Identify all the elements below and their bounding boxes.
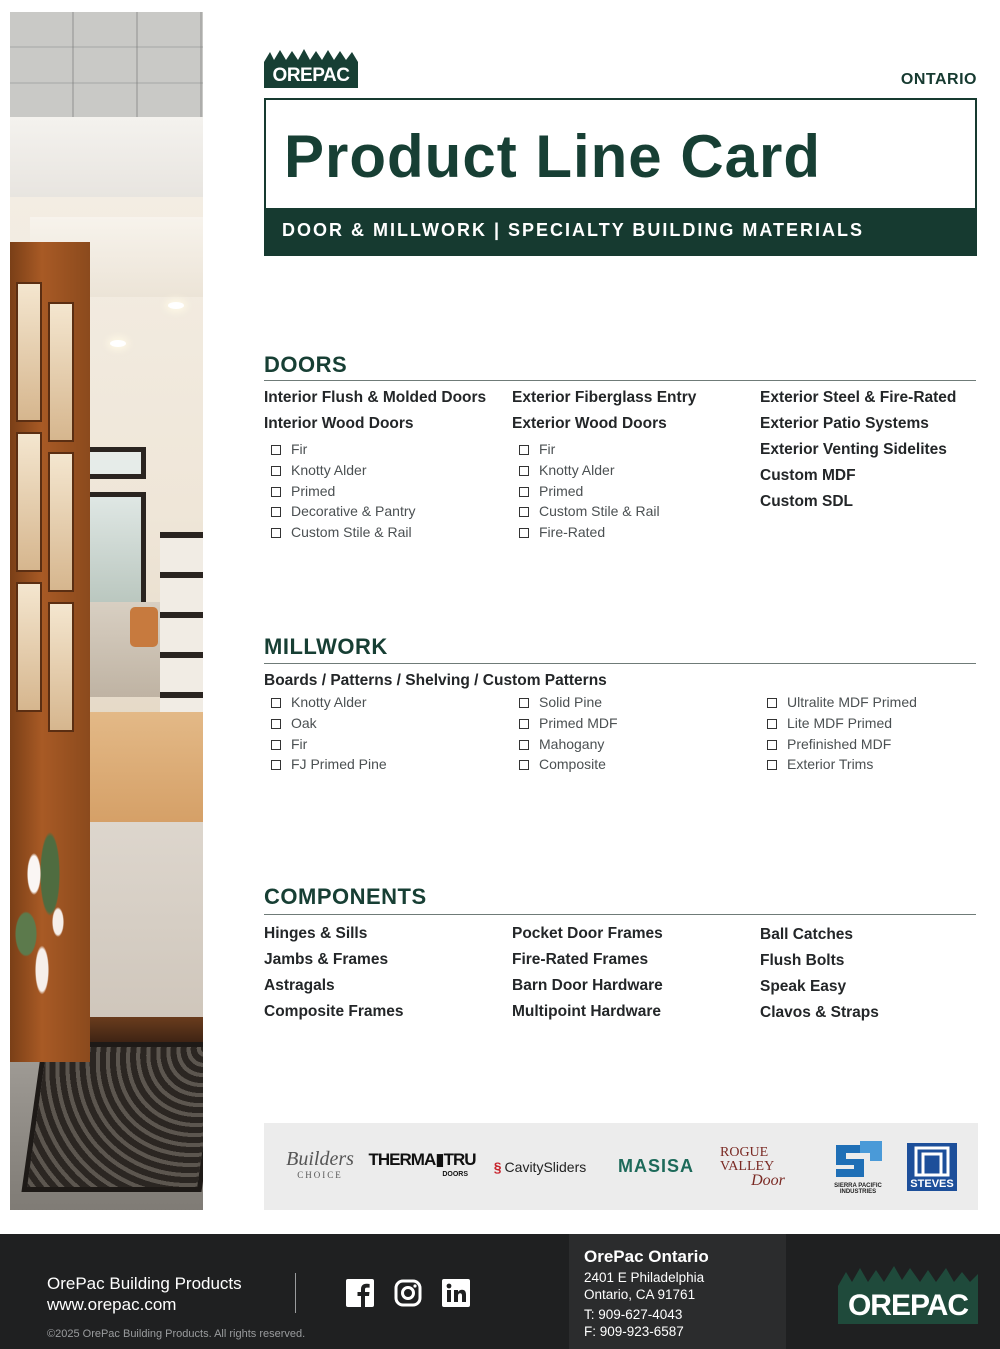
checkbox-icon (271, 466, 281, 476)
components-section-title: COMPONENTS (264, 884, 427, 909)
checkbox-item: Prefinished MDF (760, 734, 976, 755)
components-column-3 (760, 924, 976, 1028)
orepac-footer-logo (838, 1266, 978, 1324)
checkbox-icon (519, 719, 529, 729)
checkbox-icon (519, 760, 529, 770)
doors-column-2 (512, 387, 757, 543)
checkbox-item: Custom Stile & Rail (264, 522, 509, 543)
list-item: Fire-Rated Frames (512, 951, 649, 968)
checkbox-icon (767, 760, 777, 770)
components-divider (264, 914, 976, 915)
checkbox-icon (271, 528, 281, 538)
copyright: ©2025 OrePac Building Products. All rights reserved. (47, 1328, 306, 1340)
checkbox-icon (519, 740, 529, 750)
list-item: Custom MDF (760, 467, 856, 484)
branch-name: OrePac Ontario (584, 1247, 709, 1266)
checkbox-icon (271, 445, 281, 455)
branch-fax: F: 909-923-6587 (584, 1324, 684, 1339)
checkbox-icon (271, 487, 281, 497)
branch-address-line-2: Ontario, CA 91761 (584, 1287, 696, 1302)
checkbox-item: Primed (512, 481, 757, 502)
branch-address-line-1: 2401 E Philadelphia (584, 1270, 705, 1285)
components-column-1 (264, 923, 509, 1027)
checkbox-item: Knotty Alder (264, 460, 509, 481)
list-item: Ball Catches (760, 926, 854, 943)
checkbox-item: Fir (512, 439, 757, 460)
sierra-pacific-mark-icon (830, 1139, 886, 1183)
checkbox-icon (519, 528, 529, 538)
cavity-sliders-logo: § CavitySliders (493, 1158, 587, 1175)
rogue-valley-door-logo: ROGUE VALLEY Door (720, 1144, 785, 1189)
list-item: Exterior Patio Systems (760, 415, 929, 432)
list-item: Flush Bolts (760, 952, 845, 969)
list-item: Pocket Door Frames (512, 925, 663, 942)
svg-text:OREPAC: OREPAC (272, 65, 350, 86)
checkbox-icon (271, 760, 281, 770)
website-link[interactable]: www.orepac.com (47, 1295, 177, 1314)
checkbox-item: Solid Pine (512, 692, 757, 713)
entry-door-photo (10, 12, 203, 1210)
footer-divider (295, 1273, 296, 1313)
list-item: Astragals (264, 977, 335, 994)
doors-divider (264, 380, 976, 381)
therma-tru-logo: THERMA▮TRU DOORS (368, 1149, 476, 1178)
list-item: Exterior Steel & Fire-Rated (760, 389, 957, 406)
millwork-heading: Boards / Patterns / Shelving / Custom Patterns (264, 672, 607, 689)
checkbox-icon (271, 507, 281, 517)
list-item: Composite Frames (264, 1003, 404, 1020)
orepac-logo (264, 48, 358, 88)
checkbox-item: Composite (512, 754, 757, 775)
list-item: Hinges & Sills (264, 925, 368, 942)
doors-column-1 (264, 387, 509, 543)
checkbox-item: Knotty Alder (512, 460, 757, 481)
list-item: Interior Flush & Molded Doors (264, 389, 487, 406)
company-name: OrePac Building Products (47, 1274, 242, 1293)
checkbox-item: Exterior Trims (760, 754, 976, 775)
brand-logos-strip (264, 1123, 978, 1210)
page-title: Product Line Card (284, 123, 822, 190)
checkbox-icon (271, 719, 281, 729)
checkbox-item: Decorative & Pantry (264, 501, 509, 522)
millwork-section-title: MILLWORK (264, 634, 388, 659)
list-item: Exterior Venting Sidelites (760, 441, 947, 458)
region-label: ONTARIO (900, 71, 977, 88)
sierra-pacific-logo: SIERRA PACIFIC INDUSTRIES (828, 1123, 888, 1210)
checkbox-item: Ultralite MDF Primed (760, 692, 976, 713)
builders-choice-logo: Builders CHOICE (286, 1147, 354, 1180)
checkbox-icon (519, 698, 529, 708)
linkedin-icon[interactable] (442, 1279, 470, 1307)
doors-column-3 (760, 387, 976, 517)
list-item: Speak Easy (760, 978, 847, 995)
list-item: Exterior Fiberglass Entry (512, 389, 697, 406)
title-box (264, 98, 977, 256)
checkbox-icon (767, 719, 777, 729)
list-item: Multipoint Hardware (512, 1003, 661, 1020)
millwork-column-3 (760, 692, 976, 775)
checkbox-item: Fir (264, 734, 509, 755)
steves-logo (904, 1123, 960, 1210)
instagram-icon[interactable] (394, 1279, 422, 1307)
cavity-sliders-mark-icon: § (493, 1158, 502, 1175)
checkbox-icon (271, 740, 281, 750)
masisa-logo: MASISA (617, 1156, 694, 1176)
checkbox-item: Fir (264, 439, 509, 460)
checkbox-item: FJ Primed Pine (264, 754, 509, 775)
checkbox-icon (767, 698, 777, 708)
checkbox-item: Primed MDF (512, 713, 757, 734)
checkbox-item: Knotty Alder (264, 692, 509, 713)
checkbox-item: Lite MDF Primed (760, 713, 976, 734)
list-item: Exterior Wood Doors (512, 415, 667, 432)
components-column-2 (512, 923, 757, 1027)
checkbox-icon (519, 445, 529, 455)
millwork-divider (264, 663, 976, 664)
checkbox-icon (519, 466, 529, 476)
checkbox-icon (767, 740, 777, 750)
branch-phone: T: 909-627-4043 (584, 1307, 683, 1322)
footer (0, 1234, 1000, 1349)
list-item: Interior Wood Doors (264, 415, 414, 432)
checkbox-icon (519, 487, 529, 497)
millwork-column-1 (264, 692, 509, 775)
list-item: Custom SDL (760, 493, 853, 510)
checkbox-item: Fire-Rated (512, 522, 757, 543)
subtitle-bar: DOOR & MILLWORK | SPECIALTY BUILDING MATERIALS (266, 208, 975, 254)
checkbox-item: Mahogany (512, 734, 757, 755)
facebook-icon[interactable] (346, 1279, 374, 1307)
checkbox-icon (271, 698, 281, 708)
checkbox-icon (519, 507, 529, 517)
checkbox-item: Oak (264, 713, 509, 734)
checkbox-item: Primed (264, 481, 509, 502)
list-item: Jambs & Frames (264, 951, 389, 968)
list-item: Clavos & Straps (760, 1004, 879, 1021)
millwork-column-2 (512, 692, 757, 775)
checkbox-item: Custom Stile & Rail (512, 501, 757, 522)
doors-section-title: DOORS (264, 352, 348, 377)
svg-text:OREPAC: OREPAC (847, 1289, 969, 1322)
svg-text:STEVES: STEVES (910, 1177, 954, 1190)
list-item: Barn Door Hardware (512, 977, 663, 994)
